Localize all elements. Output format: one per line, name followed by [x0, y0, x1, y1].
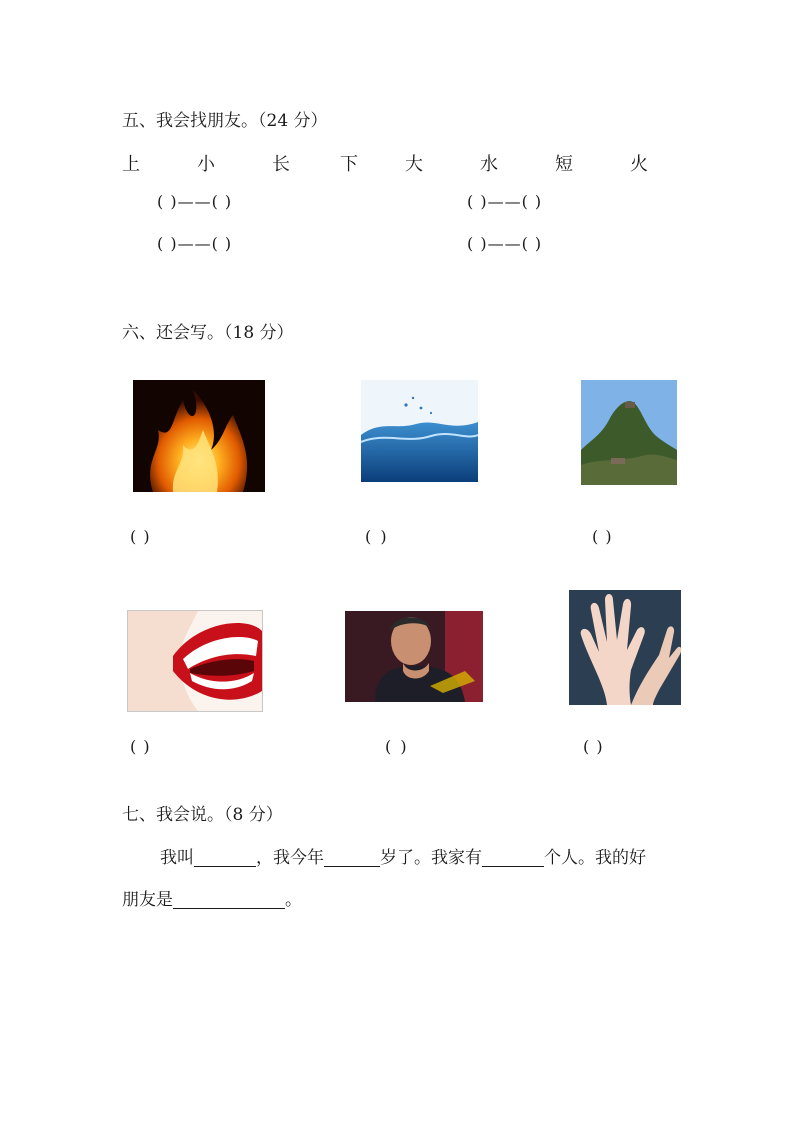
hands-image — [569, 590, 681, 705]
char-item: 短 — [555, 154, 573, 175]
section5-title: 五、我会找朋友。（24 分） — [122, 111, 328, 131]
answer-blank: ( ) — [592, 527, 613, 546]
sentence-text: 朋友是 — [122, 890, 173, 910]
mountain-image — [581, 380, 677, 485]
section7-title: 七、我会说。（8 分） — [122, 805, 283, 825]
sentence-line-1 — [160, 843, 646, 868]
fire-image — [133, 380, 265, 492]
sentence-text: 我叫 — [160, 848, 194, 868]
man-thinking-image — [345, 611, 483, 702]
sentence-text: ，我今年 — [256, 848, 324, 868]
char-item: 大 — [405, 154, 423, 175]
sentence-text: 。 — [285, 890, 302, 910]
age-blank[interactable] — [324, 848, 380, 867]
section6-title: 六、还会写。（18 分） — [122, 323, 294, 343]
answer-blank: ( ) — [130, 527, 151, 546]
water-image — [361, 380, 478, 482]
char-item: 火 — [630, 154, 648, 175]
answer-blank: ( ) — [365, 527, 389, 546]
family-count-blank[interactable] — [482, 848, 544, 867]
char-item: 小 — [197, 154, 215, 175]
sentence-text: 岁了。我家有 — [380, 848, 482, 868]
mouth-image — [127, 610, 263, 712]
sentence-text: 个人。我的好 — [544, 848, 646, 868]
char-item: 上 — [122, 154, 140, 175]
answer-blank: ( ) — [130, 737, 151, 756]
char-item: 水 — [480, 154, 498, 175]
pair-blank: ( )——( ) — [157, 192, 233, 211]
pair-blank: ( )——( ) — [467, 234, 543, 253]
friend-blank[interactable] — [173, 890, 285, 909]
sentence-line-2 — [122, 885, 302, 910]
answer-blank: ( ) — [385, 737, 409, 756]
name-blank[interactable] — [194, 848, 256, 867]
char-item: 下 — [340, 154, 358, 175]
pair-blank: ( )——( ) — [157, 234, 233, 253]
answer-blank: ( ) — [583, 737, 604, 756]
char-item: 长 — [272, 154, 290, 175]
pair-blank: ( )——( ) — [467, 192, 543, 211]
